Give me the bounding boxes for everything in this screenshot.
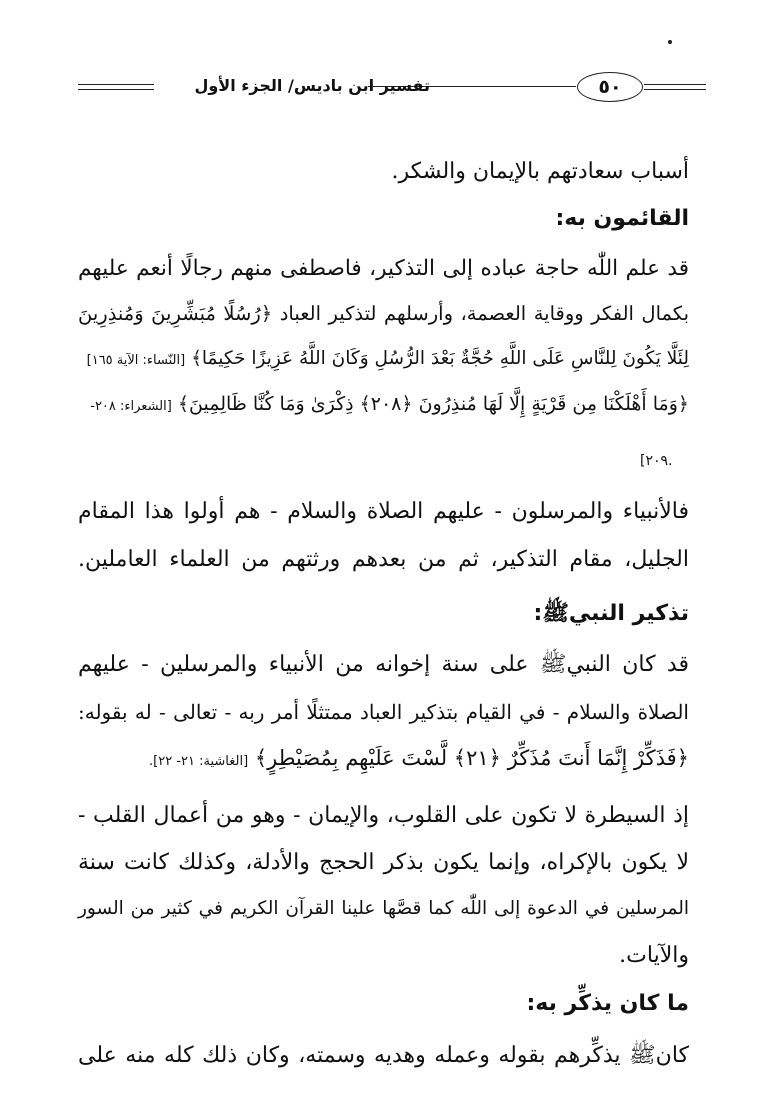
header-rule-left: [78, 84, 154, 85]
quran-verse: [149, 743, 689, 777]
verse-text: ﴿وَمَا أَهْلَكْنَا مِن قَرْيَةٍ إِلَّا لَهَا مُنذِرُونَ ﴿٢٠٨﴾ ذِكْرَىٰ وَمَا كُنَّا ظَالِمِينَ﴾: [177, 393, 689, 415]
verse-text: لِئَلَّا يَكُونَ لِلنَّاسِ عَلَى اللَّهِ حُجَّةٌ بَعْدَ الرُّسُلِ وَكَانَ اللَّهُ عَزِيزًا حَكِيمًا﴾: [191, 348, 689, 369]
text-line: لا يكون بالإكراه، وإنما يكون بذكر الحجج والأدلة، وكذلك كانت سنة: [78, 850, 689, 875]
text-line: الصلاة والسلام - في القيام بتذكير العباد ممتثلًا أمر ربه - تعالى - له بقوله:: [78, 700, 689, 724]
header-rule-right: [644, 84, 706, 85]
page-number: ٥٠: [577, 72, 643, 102]
text-line: المرسلين في الدعوة إلى اللّٰه كما قصَّها علينا القرآن الكريم في كثير من السور: [78, 898, 689, 919]
text-line: الجليل، مقام التذكير، ثم من بعدهم ورثتهم من العلماء العاملين.: [78, 547, 689, 572]
verse-reference-continued: .٢٠٩]: [640, 453, 673, 469]
verse-reference: [الشعراء: ٢٠٨-: [90, 399, 172, 414]
quran-verse: [78, 389, 689, 422]
header-rule-right: [644, 89, 706, 90]
text-line: والآيات.: [619, 943, 689, 968]
text-line: بكمال الفكر ووقاية العصمة، وأرسلهم لتذكير العباد ﴿رُسُلًا مُبَشِّرِينَ وَمُنذِرِينَ: [78, 302, 689, 325]
text-line: إذ السيطرة لا تكون على القلوب، والإيمان - وهو من أعمال القلب -: [78, 803, 689, 828]
text-line: قد كان النبيﷺ على سنة إخوانه من الأنبياء والمرسلين - عليهم: [78, 652, 690, 677]
quran-verse: [78, 344, 689, 376]
verse-reference: [النّساء: الآية ١٦٥]: [86, 353, 186, 368]
text-line: قد علم اللّٰه حاجة عباده إلى التذكير، فاصطفى منهم رجالًا أنعم عليهم: [78, 256, 689, 281]
page-header: [78, 70, 706, 110]
section-heading: تذكير النبيﷺ:: [533, 601, 689, 626]
verse-text: ﴿فَذَكِّرْ إِنَّمَا أَنتَ مُذَكِّرٌ ﴿٢١﴾ لَّسْتَ عَلَيْهِم بِمُصَيْطِرٍ﴾: [254, 746, 689, 770]
text-line: أسباب سعادتهم بالإيمان والشكر.: [391, 159, 689, 184]
verse-reference: [الغاشية: ٢١- ٢٢].: [149, 754, 249, 769]
header-rule-left: [78, 89, 154, 90]
text-line: كانﷺ يذكِّرهم بقوله وعمله وهديه وسمته، وكان ذلك كله منه على: [78, 1043, 689, 1068]
section-heading: ما كان يذكِّر به:: [526, 991, 689, 1016]
ink-dot: [668, 40, 672, 44]
section-heading: القائمون به:: [555, 206, 689, 231]
text-line: فالأنبياء والمرسلون - عليهم الصلاة والسلام - هم أولوا هذا المقام: [78, 499, 689, 524]
running-title: تفسير ابن باديس/ الجزء الأول: [194, 76, 430, 95]
